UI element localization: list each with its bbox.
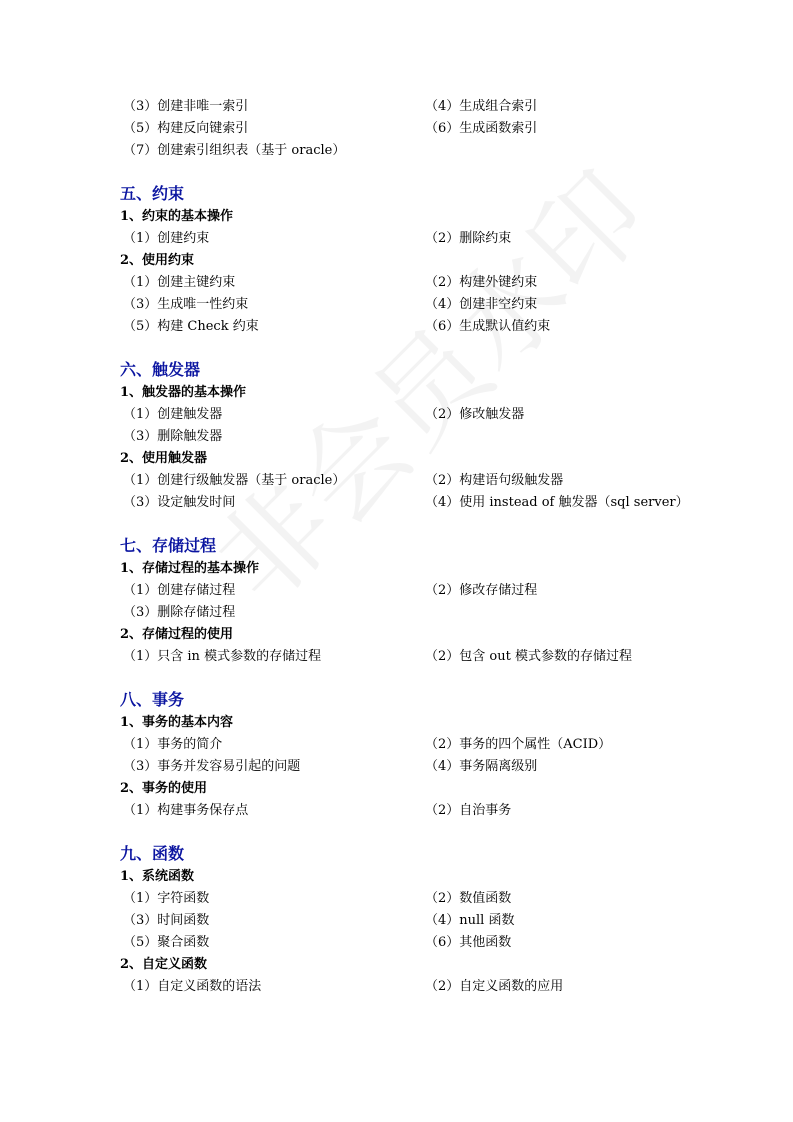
outline-row	[120, 118, 720, 140]
outline-item: （2）自定义函数的应用	[425, 979, 564, 994]
outline-row	[120, 580, 720, 602]
outline-item: （1）创建主键约束	[123, 275, 236, 290]
outline-item: （1）事务的简介	[123, 737, 223, 752]
outline-item: （4）生成组合索引	[425, 99, 538, 114]
outline-row	[120, 800, 720, 822]
outline-item: （3）删除存储过程	[123, 605, 236, 620]
outline-row	[120, 140, 720, 162]
subsection-heading: 1、存储过程的基本操作	[120, 561, 260, 576]
subsection-heading: 1、事务的基本内容	[120, 715, 234, 730]
subsection-heading: 1、系统函数	[120, 869, 195, 884]
outline-item: （2）修改触发器	[425, 407, 525, 422]
section-heading: 七、存储过程	[120, 536, 217, 555]
outline-item: （2）构建外键约束	[425, 275, 538, 290]
outline-item: （3）删除触发器	[123, 429, 223, 444]
outline-item: （4）null 函数	[425, 913, 515, 928]
outline-row	[120, 228, 720, 250]
section-heading: 五、约束	[120, 184, 185, 203]
outline-item: （1）创建约束	[123, 231, 210, 246]
outline-item: （3）事务并发容易引起的问题	[123, 759, 301, 774]
subsection-heading: 1、触发器的基本操作	[120, 385, 247, 400]
outline-item: （1）创建存储过程	[123, 583, 236, 598]
outline-row	[120, 756, 720, 778]
outline-item: （1）创建行级触发器（基于 oracle）	[123, 473, 346, 488]
subsection-heading: 2、事务的使用	[120, 781, 208, 796]
outline-item: （1）构建事务保存点	[123, 803, 249, 818]
outline-item: （3）设定触发时间	[123, 495, 236, 510]
outline-item: （2）包含 out 模式参数的存储过程	[425, 649, 632, 664]
outline-row	[120, 888, 720, 910]
outline-item: （2）数值函数	[425, 891, 512, 906]
outline-row	[120, 492, 720, 514]
document-body	[120, 96, 720, 998]
subsection-heading: 1、约束的基本操作	[120, 209, 234, 224]
outline-item: （3）创建非唯一索引	[123, 99, 249, 114]
outline-item: （1）字符函数	[123, 891, 210, 906]
outline-row	[120, 404, 720, 426]
subsection-heading: 2、存储过程的使用	[120, 627, 234, 642]
subsection-heading: 2、自定义函数	[120, 957, 208, 972]
outline-item: （2）删除约束	[425, 231, 512, 246]
outline-item: （2）事务的四个属性（ACID）	[425, 737, 612, 752]
outline-row	[120, 96, 720, 118]
outline-item: （6）生成默认值约束	[425, 319, 551, 334]
outline-item: （4）事务隔离级别	[425, 759, 538, 774]
outline-item: （2）自治事务	[425, 803, 512, 818]
outline-item: （3）时间函数	[123, 913, 210, 928]
outline-row	[120, 910, 720, 932]
outline-row	[120, 734, 720, 756]
outline-item: （7）创建索引组织表（基于 oracle）	[123, 143, 346, 158]
outline-row	[120, 316, 720, 338]
outline-item: （1）自定义函数的语法	[123, 979, 262, 994]
outline-item: （1）创建触发器	[123, 407, 223, 422]
outline-item: （1）只含 in 模式参数的存储过程	[123, 649, 322, 664]
outline-row	[120, 426, 720, 448]
outline-row	[120, 932, 720, 954]
subsection-heading: 2、使用约束	[120, 253, 195, 268]
outline-item: （2）修改存储过程	[425, 583, 538, 598]
section-heading: 九、函数	[120, 844, 185, 863]
outline-item: （4）使用 instead of 触发器（sql server）	[425, 495, 689, 510]
outline-item: （5）构建 Check 约束	[123, 319, 259, 334]
outline-row	[120, 976, 720, 998]
outline-item: （3）生成唯一性约束	[123, 297, 249, 312]
section-heading: 八、事务	[120, 690, 185, 709]
subsection-heading: 2、使用触发器	[120, 451, 208, 466]
outline-row	[120, 272, 720, 294]
outline-item: （5）聚合函数	[123, 935, 210, 950]
outline-row	[120, 294, 720, 316]
outline-item: （2）构建语句级触发器	[425, 473, 564, 488]
outline-item: （6）其他函数	[425, 935, 512, 950]
outline-row	[120, 602, 720, 624]
outline-item: （5）构建反向键索引	[123, 121, 249, 136]
outline-row	[120, 470, 720, 492]
outline-item: （6）生成函数索引	[425, 121, 538, 136]
outline-item: （4）创建非空约束	[425, 297, 538, 312]
section-heading: 六、触发器	[120, 360, 201, 379]
outline-row	[120, 646, 720, 668]
